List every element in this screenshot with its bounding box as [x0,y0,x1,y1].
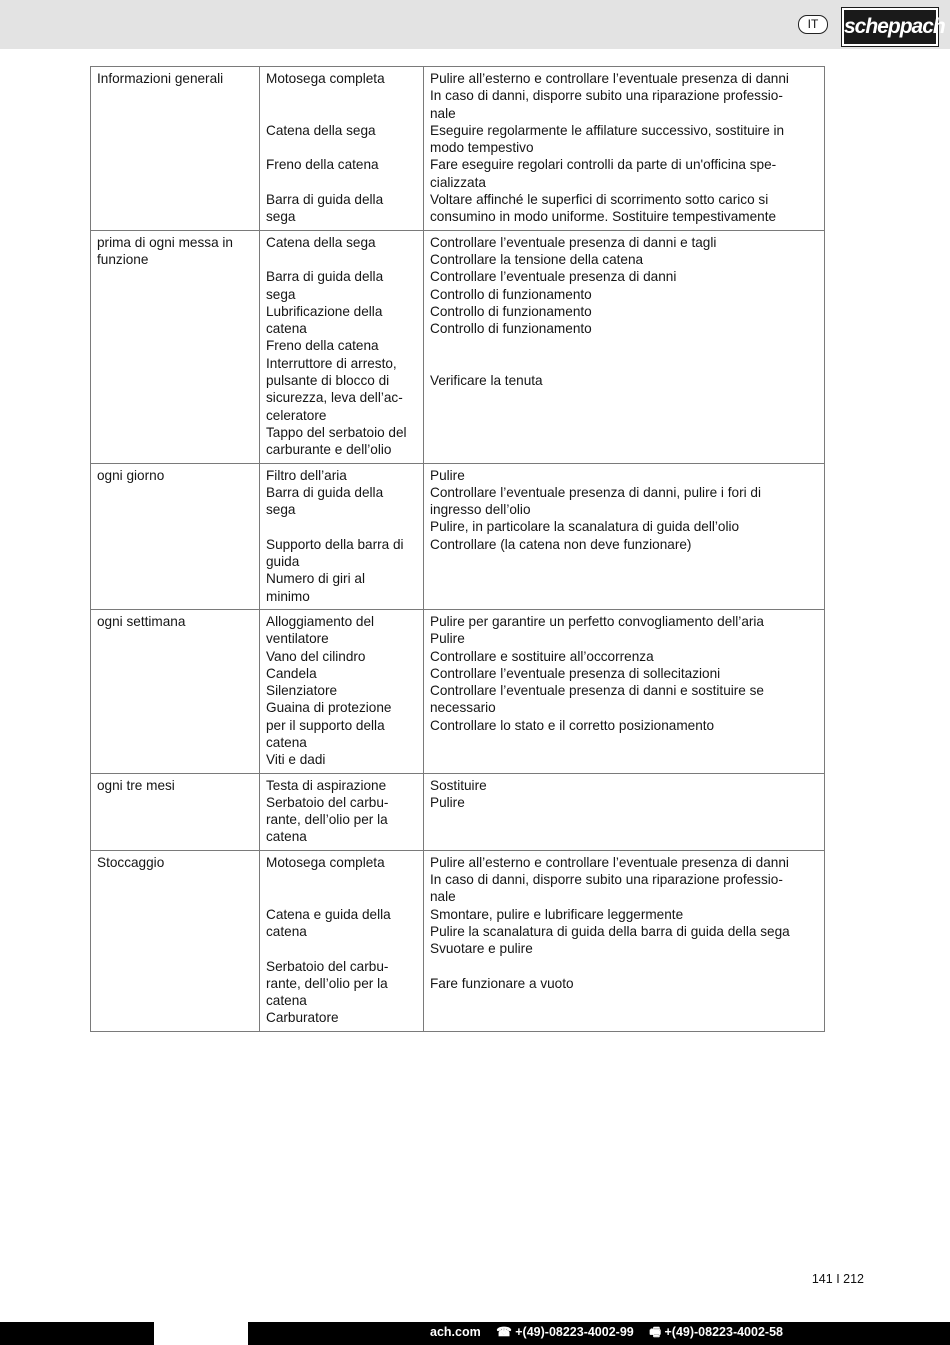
cell-line: Controllo di funzionamento [430,303,592,319]
cell-line: Supporto della barra di [266,536,404,552]
cell-line: Controllo di funzionamento [430,286,592,302]
cell-line: Pulire, in particolare la scanalatura di guida dell’olio [430,519,740,535]
cell-line [430,355,818,372]
cell-line: catena [266,829,307,845]
cell-line: Numero di giri al [266,571,365,587]
cell-line: Sostituire [430,777,487,793]
cell-line: guida [266,554,300,570]
component-cell [260,773,424,850]
cell-line [266,871,417,888]
cell-line: sega [266,502,296,518]
component-cell [260,67,424,231]
cell-line: celeratore [266,407,327,423]
cell-line: per il supporto della [266,717,385,733]
cell-line [266,940,417,957]
cell-line: ingresso dell’olio [430,502,531,518]
cell-line [266,87,417,104]
cell-line: Carburatore [266,1010,339,1026]
cell-line: Vano del cilindro [266,648,366,664]
action-cell [424,230,825,463]
cell-line: nale [430,105,456,121]
action-cell [424,850,825,1031]
cell-line: ogni giorno [97,467,165,483]
action-cell [424,773,825,850]
action-cell [424,463,825,609]
cell-line: Freno della catena [266,157,379,173]
cell-line: Controllo di funzionamento [430,321,592,337]
maintenance-table-body [91,67,825,1032]
cell-line: Controllare l’eventuale presenza di danni [430,269,677,285]
cell-line: sega [266,209,296,225]
component-cell [260,850,424,1031]
cell-line: Fare funzionare a vuoto [430,975,574,991]
action-cell [424,67,825,231]
cell-line: Controllare e sostituire all’occorrenza [430,648,654,664]
cell-line: catena [266,923,307,939]
cell-line [266,105,417,122]
cell-line: Filtro dell’aria [266,467,347,483]
cell-line: Controllare l’eventuale presenza di danni e sostituire se [430,683,764,699]
cell-line: Pulire all’esterno e controllare l’eventuale presenza di danni [430,854,789,870]
cell-line: Pulire [430,467,465,483]
cell-line: Controllare (la catena non deve funzionare) [430,536,692,552]
action-cell [424,609,825,773]
cell-line: Pulire all’esterno e controllare l’eventuale presenza di danni [430,71,789,86]
cell-line: Pulire [430,794,465,810]
cell-line: Catena della sega [266,122,376,138]
cell-line: Testa di aspirazione [266,777,387,793]
cell-line: In caso di danni, disporre subito una riparazione professio- [430,88,783,104]
cell-line: minimo [266,588,310,604]
cell-line: cializzata [430,174,486,190]
cell-line: Motosega completa [266,71,385,86]
cell-line: catena [266,734,307,750]
cell-line: nale [430,889,456,905]
interval-cell [91,67,260,231]
cell-line: rante, dell’olio per la [266,975,388,991]
cell-line [266,174,417,191]
cell-line: consumino in modo uniforme. Sostituire tempestivamente [430,209,777,225]
cell-line [266,518,417,535]
footer-white-block [154,1322,248,1345]
cell-line: Serbatoio del carbu- [266,794,389,810]
cell-line: Fare eseguire regolari controlli da parte di un'officina spe- [430,157,777,173]
table-row [91,773,825,850]
page-number: 141 I 212 [811,1272,864,1286]
cell-line: ogni tre mesi [97,777,175,793]
cell-line: sega [266,286,296,302]
cell-line: catena [266,321,307,337]
component-cell [260,230,424,463]
cell-line: modo tempestivo [430,140,534,156]
footer-website[interactable]: ach.com [430,1325,481,1339]
page-header [0,0,950,49]
cell-line: Controllare l’eventuale presenza di danni e tagli [430,234,717,250]
cell-line: Silenziatore [266,683,338,699]
language-badge: IT [798,15,828,34]
table-row [91,67,825,231]
cell-line: Alloggiamento del [266,613,375,629]
cell-line: Guaina di protezione [266,700,392,716]
cell-line: Pulire per garantire un perfetto convogliamento dell’aria [430,613,764,629]
cell-line: Svuotare e pulire [430,941,533,957]
cell-line: pulsante di blocco di [266,373,390,389]
footer-contact [430,1322,950,1345]
cell-line: carburante e dell’olio [266,442,392,458]
cell-line: Pulire [430,631,465,647]
cell-line: Catena e guida della [266,906,391,922]
cell-line: Controllare l’eventuale presenza di danni, pulire i fori di [430,484,761,500]
cell-line: Freno della catena [266,338,379,354]
cell-line: Viti e dadi [266,752,326,768]
cell-line: rante, dell’olio per la [266,812,388,828]
interval-cell [91,230,260,463]
cell-line: Tappo del serbatoio del [266,424,407,440]
table-row [91,609,825,773]
cell-line: Voltare affinché le superfici di scorrimento sotto carico si [430,192,769,208]
cell-line: Barra di guida della [266,484,384,500]
cell-line: necessario [430,700,496,716]
cell-line: Motosega completa [266,854,385,870]
cell-line: Catena della sega [266,234,376,250]
cell-line: Informazioni generali [97,71,224,86]
cell-line: Smontare, pulire e lubrificare leggermente [430,906,684,922]
table-row [91,850,825,1031]
cell-line: Controllare l’eventuale presenza di sollecitazioni [430,665,721,681]
footer-phone: ☎ +(49)-08223-4002-99 [496,1325,634,1339]
cell-line [266,251,417,268]
cell-line [266,139,417,156]
component-cell [260,463,424,609]
footer-fax: 🖷 +(49)-08223-4002-58 [649,1325,783,1339]
cell-line: In caso di danni, disporre subito una riparazione professio- [430,872,783,888]
interval-cell [91,773,260,850]
cell-line: Pulire la scanalatura di guida della barra di guida della sega [430,923,790,939]
cell-line: Interruttore di arresto, [266,355,397,371]
table-row [91,463,825,609]
cell-line: Eseguire regolarmente le affilature successivo, sostituire in [430,122,785,138]
cell-line [266,888,417,905]
cell-line: sicurezza, leva dell’ac- [266,390,403,406]
cell-line [430,337,818,354]
cell-line: Verificare la tenuta [430,373,543,389]
maintenance-table [90,66,825,1032]
cell-line: Stoccaggio [97,854,165,870]
cell-line: funzione [97,251,149,267]
cell-line: ogni settimana [97,613,186,629]
interval-cell [91,463,260,609]
scheppach-logo: scheppach [842,8,938,46]
cell-line: catena [266,993,307,1009]
component-cell [260,609,424,773]
cell-line: Lubrificazione della [266,303,383,319]
cell-line: Controllare la tensione della catena [430,251,644,267]
cell-line: Barra di guida della [266,192,384,208]
cell-line: ventilatore [266,631,329,647]
cell-line: Barra di guida della [266,269,384,285]
cell-line [430,958,818,975]
interval-cell [91,850,260,1031]
cell-line: Controllare lo stato e il corretto posizionamento [430,717,715,733]
cell-line: prima di ogni messa in [97,234,233,250]
cell-line: Candela [266,665,317,681]
table-row [91,230,825,463]
cell-line: Serbatoio del carbu- [266,958,389,974]
interval-cell [91,609,260,773]
